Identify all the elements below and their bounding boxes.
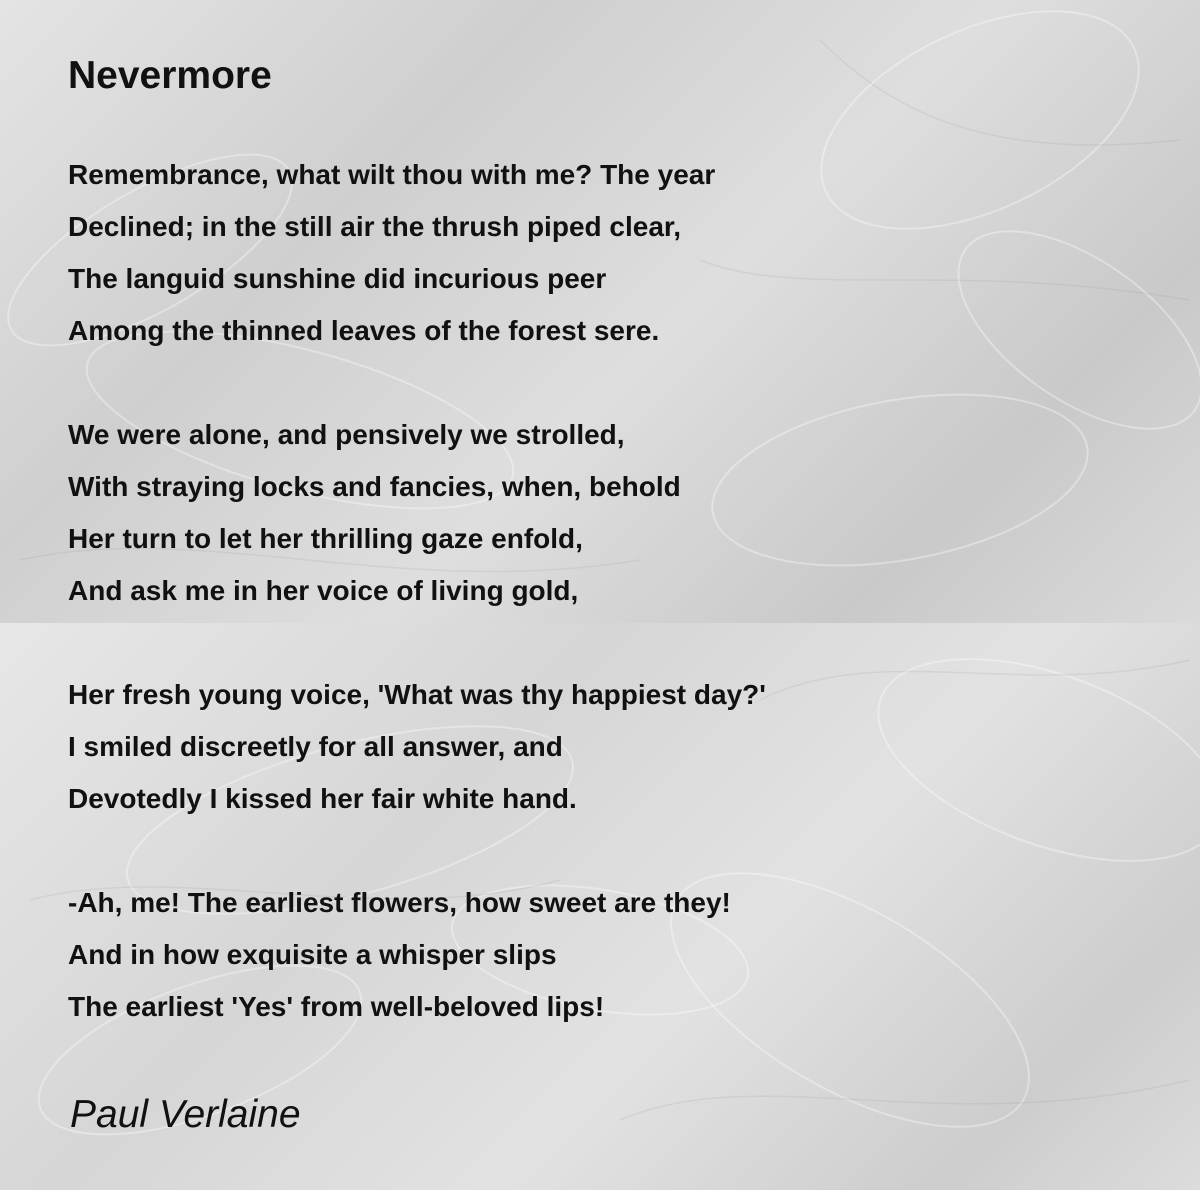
poem-line: And ask me in her voice of living gold, — [68, 575, 579, 606]
stanza-2 — [68, 409, 1168, 617]
poem-line: -Ah, me! The earliest flowers, how sweet are they! — [68, 887, 731, 918]
poem-line: With straying locks and fancies, when, behold — [68, 471, 681, 502]
poem-line: Her fresh young voice, 'What was thy happiest day?' — [68, 679, 766, 710]
poem-line: The earliest 'Yes' from well-beloved lips! — [68, 991, 605, 1022]
poem-line: The languid sunshine did incurious peer — [68, 263, 607, 294]
stanza-3 — [68, 669, 1168, 825]
poem-line: Remembrance, what wilt thou with me? The year — [68, 159, 716, 190]
poem-line: Her turn to let her thrilling gaze enfold, — [68, 523, 583, 554]
poem-line: Declined; in the still air the thrush piped clear, — [68, 211, 682, 242]
poem-line: Among the thinned leaves of the forest sere. — [68, 315, 660, 346]
poem-body — [68, 149, 1168, 1085]
stanza-1 — [68, 149, 1168, 357]
poem-author: Paul Verlaine — [70, 1093, 301, 1136]
poem-line: And in how exquisite a whisper slips — [68, 939, 557, 970]
poem-line: Devotedly I kissed her fair white hand. — [68, 783, 577, 814]
poem-title: Nevermore — [68, 54, 272, 97]
poem-line: We were alone, and pensively we strolled, — [68, 419, 625, 450]
poem-line: I smiled discreetly for all answer, and — [68, 731, 563, 762]
stanza-4 — [68, 877, 1168, 1033]
